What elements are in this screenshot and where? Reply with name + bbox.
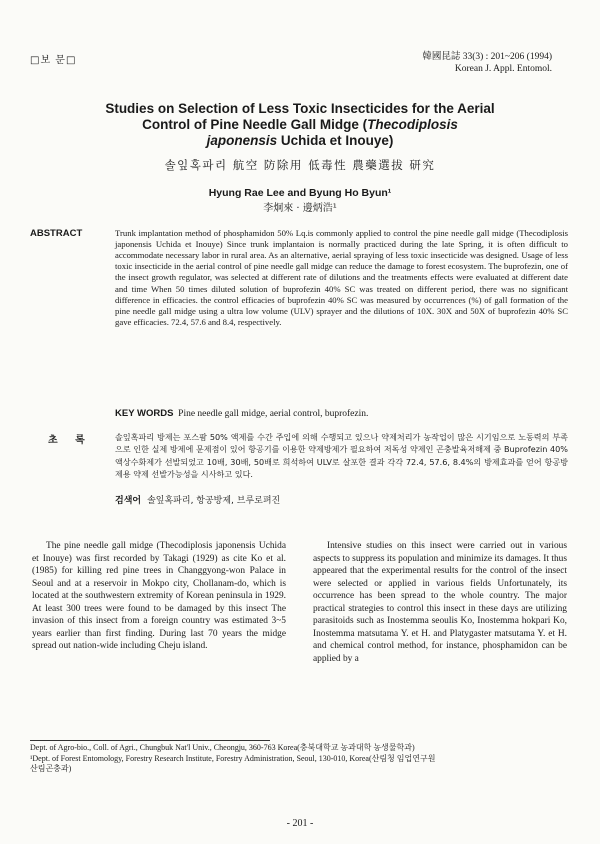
body-paragraph: Intensive studies on this insect were carried out in various aspects to suppress its population and minimize its damages. It thus appeared that the experimental results for the control of the insect were selected or applied in various fields Unfortunately, its occurrence has been spread to the whole country. The major practical strategies to control this insect in these days are utilizing parasitoids such as Inostemma seoulis Ko, Inostemma hokpari Ko, Inostemma matsutama Y. et H. and Platygaster matsutama Y. et H. and chemical control method, for instance, phosphamidon can be applied by a [313,541,567,664]
title-line-3: japonensis Uchida et Inouye) [206,132,394,148]
article-type-label: □보 문□ [30,55,77,67]
korean-keywords [115,493,280,506]
korean-keywords-text: 솔잎혹파리, 항공방제, 브루로펴진 [147,496,281,507]
journal-header [422,51,552,75]
keywords-text: Pine needle gall midge, aerial control, buprofezin. [178,409,369,420]
footnote-divider [30,740,270,741]
author-names: Hyung Rae Lee and Byung Ho Byun¹ [208,187,392,200]
body-column-left [32,540,286,653]
keywords-label: KEY WORDS [115,408,174,420]
korean-abstract-label: 초 록 [48,434,85,446]
korean-abstract-text: 솔잎혹파리 방제는 포스팜 50% 액제를 수간 주입에 의해 수행되고 있으나 약제처리가 농작업이 많은 시기임으로 노동력의 부족으로 인한 실제 방제에 문제점이 있어 항공기를 이용한 약제방제가 필요하여 저독성 약제인 곤충발육저해제 중 Buprofezin 40% 액상수화제가 선발되었고 10배, 30배, 50배로 희석하여 ULV로 살포한 결과 각각 72.4, 57.6, 8.4%의 방제효과를 얻어 항공방제용 약제 선발가능성을 시사하고 있다. [115,431,568,479]
title-line-1: Studies on Selection of Less Toxic Insecticides for the Aerial [105,100,495,116]
title-line-2: Control of Pine Needle Gall Midge (Thecodiplosis [142,116,458,132]
footnotes [30,743,575,775]
journal-name: Korean J. Appl. Entomol. [454,64,552,75]
page-number: - 201 - [286,818,314,830]
korean-title: 솔잎혹파리 航空 防除用 低毒性 農藥選拔 研究 [164,157,436,172]
paper-title [40,101,560,149]
body-paragraph: The pine needle gall midge (Thecodiplosis japonensis Uchida et Inouye) was first recorded by Takagi (1929) as cite Ko et al. (1985) for killing red pine trees in Changgyong-won Palace in Seoul and at a reservoir in Mokpo city, Chollanam-do, which is located at the southwestern extremity of Korean peninsula in 1929. At least 300 trees were found to be damaged by this insect The invasion of this insect from a foreign country was estimated 3~5 years earlier than first finding. During last 70 years the midge spread out nation-wide including Cheju island. [32,541,286,652]
abstract-text: Trunk implantation method of phosphamidon 50% Lq.is commonly applied to control the pine needle gall midge (Thecodiplosis japonensis Uchida et Inouye) Since trunk implantaion is normally practiced during the late Spring, it is often difficult to accommodate necessary labor in rural area. As an alternative, aerial spraying of less toxic insecticide was designed. Usage of less toxic insecticide in the aerial control of pine needle gall midge can reduce the damage to forest ecosystem. The buprofezin, one of the insect growth regulator, was selected at different rate of dilutions and the treatments effects were evaluated at different date and time When 50 times diluted solution of buprofezin 40% SC was treated on different period, there was no significant difference in efficacies. the control efficacies of buprofezin 40% SC was measured by occurrences (%) of gall formation of the pine needle gall midge using a ultra low volume (ULV) sprayer and the dilutions of 10X. 30X and 50X of buprofezin 40% SC gave efficacies. 72.4, 57.6 and 8.4, respectively. [115,228,568,327]
keywords [115,408,368,419]
author-names-korean: 李炯來 · 邊炳浩¹ [263,202,337,214]
body-column-right [313,540,567,665]
abstract-label: ABSTRACT [30,228,83,240]
journal-citation: 韓國昆誌 33(3) : 201~206 (1994) [422,52,552,63]
footnote-2-cont: 산림곤충과) [30,764,72,774]
korean-keywords-label: 검색어 [115,496,142,507]
footnote-2: ¹Dept. of Forest Entomology, Forestry Research Institute, Forestry Administration, Seoul, 130-010, Korea(산림청 임업연구원 [30,753,436,763]
footnote-1: Dept. of Agro-bio., Coll. of Agri., Chungbuk Nat'l Univ., Cheongju, 360-763 Korea(충북대학교 농과대학 농생물학과) [30,743,415,753]
